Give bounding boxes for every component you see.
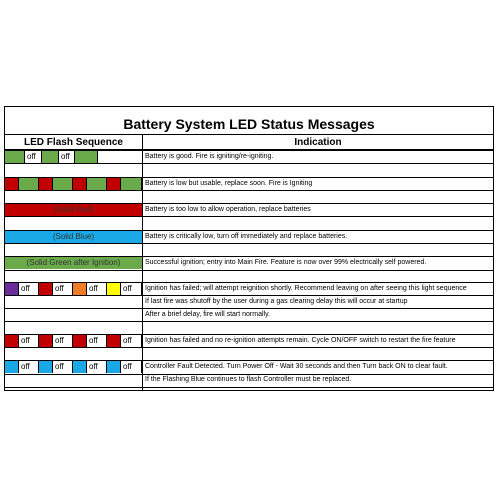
header-led-flash-sequence: LED Flash Sequence	[24, 137, 123, 148]
indication-text: Controller Fault Detected. Turn Power Off - Wait 30 seconds and then Turn back ON to clear fault.	[145, 363, 448, 370]
indication-text: If last fire was shutoff by the user during a gas clearing delay this will occur at startup	[145, 298, 408, 305]
led-color-cell	[39, 361, 53, 373]
column-divider	[142, 134, 143, 391]
led-color-cell	[73, 283, 87, 295]
led-off-cell: off	[87, 335, 107, 347]
indication-text: Ignition has failed; will attempt reignition shortly. Recommend leaving on after seeing this light sequence	[145, 285, 467, 292]
row-rule	[4, 270, 494, 271]
title-divider	[4, 134, 494, 135]
led-sequence	[5, 335, 142, 347]
led-off-cell: off	[19, 361, 39, 373]
led-off-cell: off	[25, 151, 42, 163]
led-off-cell: off	[53, 335, 73, 347]
row-rule	[4, 243, 494, 244]
led-color-cell	[107, 178, 121, 190]
led-off-cell: off	[121, 361, 142, 373]
led-color-cell	[121, 178, 142, 190]
led-solid-bar: (Solid Red)	[5, 204, 142, 216]
led-off-cell: off	[19, 283, 39, 295]
led-color-cell	[5, 361, 19, 373]
led-color-cell	[87, 178, 107, 190]
led-sequence	[5, 361, 142, 373]
led-off-cell: off	[87, 283, 107, 295]
row-rule	[4, 321, 494, 322]
led-color-cell	[42, 151, 59, 163]
led-color-cell	[107, 283, 121, 295]
led-color-cell	[107, 335, 121, 347]
led-color-cell	[5, 178, 19, 190]
led-sequence	[5, 151, 98, 163]
indication-text: Ignition has failed and no re-ignition attempts remain. Cycle ON/OFF switch to restart the fire feature	[145, 337, 456, 344]
led-solid-bar: (Solid Green after Ignition)	[5, 257, 142, 269]
row-rule	[4, 190, 494, 191]
led-color-cell	[107, 361, 121, 373]
led-off-cell: off	[121, 283, 142, 295]
led-color-cell	[39, 178, 53, 190]
led-color-cell	[5, 335, 19, 347]
led-color-cell	[73, 178, 87, 190]
table-title: Battery System LED Status Messages	[123, 116, 375, 132]
led-color-cell	[73, 361, 87, 373]
led-solid-bar: (Solid Blue)	[5, 231, 142, 243]
indication-text: Battery is good. Fire is igniting/re-igniting.	[145, 153, 274, 160]
indication-text: Battery is critically low, turn off immediately and replace batteries.	[145, 233, 348, 240]
indication-text: Successful ignition; entry into Main Fire. Feature is now over 99% electrically self powered.	[145, 259, 427, 266]
led-color-cell	[75, 151, 98, 163]
indication-text: Battery is too low to allow operation, replace batteries	[145, 206, 311, 213]
led-off-cell: off	[19, 335, 39, 347]
indication-text: If the Flashing Blue continues to flash Controller must be replaced.	[145, 376, 352, 383]
led-off-cell: off	[53, 361, 73, 373]
led-color-cell	[5, 151, 25, 163]
header-indication: Indication	[294, 137, 342, 148]
led-color-cell	[53, 178, 73, 190]
led-off-cell: off	[121, 335, 142, 347]
row-rule	[4, 216, 494, 217]
led-color-cell	[39, 283, 53, 295]
indication-text: After a brief delay, fire will start normally.	[145, 311, 271, 318]
led-color-cell	[73, 335, 87, 347]
row-rule	[4, 163, 494, 164]
led-color-cell	[19, 178, 39, 190]
led-off-cell: off	[87, 361, 107, 373]
led-color-cell	[39, 335, 53, 347]
led-sequence	[5, 283, 142, 295]
row-rule	[4, 347, 494, 348]
row-rule	[4, 387, 494, 388]
indication-text: Battery is low but usable, replace soon. Fire is Igniting	[145, 180, 313, 187]
led-off-cell: off	[53, 283, 73, 295]
led-sequence	[5, 178, 142, 190]
led-color-cell	[5, 283, 19, 295]
led-off-cell: off	[59, 151, 75, 163]
